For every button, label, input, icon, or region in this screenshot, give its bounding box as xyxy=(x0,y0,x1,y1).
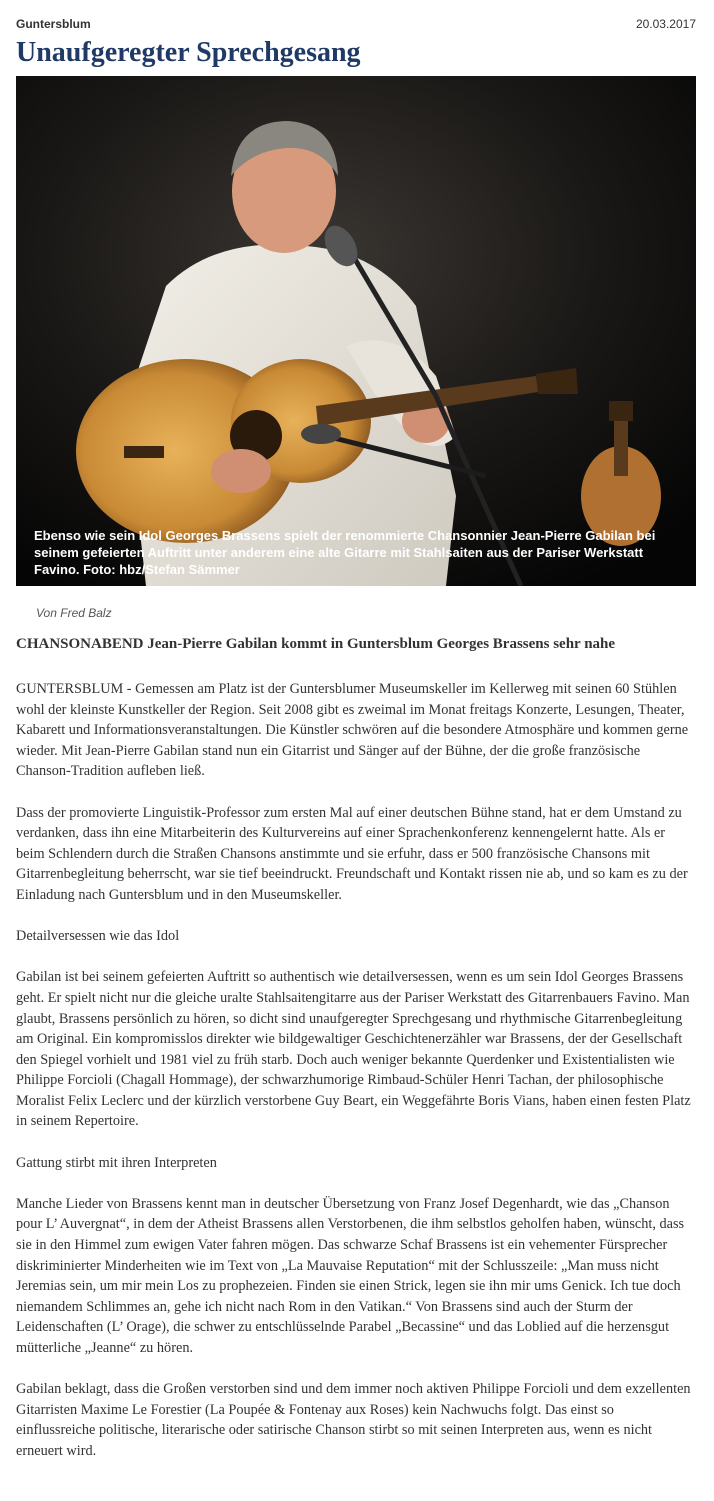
performer-photo-illustration xyxy=(16,76,696,586)
article-body xyxy=(16,679,696,1462)
paragraph: Manche Lieder von Brassens kennt man in deutscher Übersetzung von Franz Josef Degenhardt, wie das „Chanson pour L’ Auvergnat“, in dem der Atheist Brassens allen Verstorbenen, die ihm selbstlos geholfen haben, wünscht, dass sie in den Himmel zum ewigen Vater fahren mögen. Das schwarze Schaf Brassens ist ein vehementer Fürsprecher diskriminierter Minderheiten wie im Text von „La Mauvaise Reputation“ mit der Schlusszeile: „Man muss nicht Jeremias sein, um mir mein Los zu prophezeien. Finden sie einen Strick, legen sie ihn mir ums Genick. Ich tue doch niemandem Schlimmes an, gehe ich nicht nach Rom in den Vatikan.“ Von Brassens sind auch der Sturm der Leidenschaften (L’ Orage), die schwer zu entschlüsselnde Parabel „Becassine“ und das Loblied auf die herzensgut mütterliche „Jeanne“ zu hören. xyxy=(16,1195,685,1356)
paragraph: Gabilan ist bei seinem gefeierten Auftritt so authentisch wie detailversessen, wenn es um sein Idol Georges Brassens geht. Er spielt nicht nur die gleiche uralte Stahlsaitengitarre aus der Pariser Werkstatt des Gitarrenbauers Favino. Man glaubt, Brassens persönlich zu hören, so dicht sind unaufgeregter Sprechgesang und rhythmische Gitarrenbegleitung am Original. Ein kompromisslos direkter wie bildgewaltiger Geschichtenerzähler war Brassens, der der Gesellschaft den Spiegel vorhielt und 1981 viel zu früh starb. Doch auch weniger bekannte Querdenker und Existentialisten wie Philippe Forcioli (Chagall Hommage), der schwarzhumorige Rimbaud-Schüler Henri Tachan, der philosophische Moralist Felix Leclerc und der kürzlich verstorbene Guy Beart, ein Weggefährte Boris Vians, haben einen festen Platz in seinem Repertoire. xyxy=(16,969,691,1130)
paragraph: Gabilan beklagt, dass die Großen verstorben sind und dem immer noch aktiven Philippe Forcioli und dem exzellenten Gitarristen Maxime Le Forestier (La Poupée & Fontenay aux Roses) kein Nachwuchs folgt. Das einst so einflussreiche politische, literarische oder satirische Chanson stirbt so mit seinen Interpreten aus, wenn es nicht erneuert wird. xyxy=(16,1381,691,1459)
subheading: Gattung stirbt mit ihren Interpreten xyxy=(16,1154,217,1171)
paragraph: GUNTERSBLUM - Gemessen am Platz ist der Guntersblumer Museumskeller im Kellerweg mit seinen 60 Stühlen wohl der kleinste Kunstkeller der Region. Seit 2008 gibt es zweimal im Monat freitags Konzerte, Lesungen, Theater, Kabarett und Informationsveranstaltungen. Die Künstler schwören auf die besondere Atmosphäre und kommen gerne wieder. Mit Jean-Pierre Gabilan stand nun ein Gitarrist und Sänger auf der Bühne, der die große französische Chanson-Tradition aufleben ließ. xyxy=(16,681,689,780)
photo-caption: Ebenso wie sein Idol Georges Brassens spielt der renommierte Chansonnier Jean-Pierre Gabilan bei seinem gefeierten Auftritt unter anderem eine alte Gitarre mit Stahlsaiten aus der Pariser Werkstatt Favino. Foto: hbz/Stefan Sämmer xyxy=(34,528,656,577)
article-page xyxy=(16,12,696,1482)
paragraph: Dass der promovierte Linguistik-Professor zum ersten Mal auf einer deutschen Bühne stand, hat er dem Umstand zu verdanken, dass ihn eine Mitarbeiterin des Kulturvereins auf einer Sprachenkonferenz kennengelernt hatte. Als er beim Schlendern durch die Straßen Chansons anstimmte und sie erfuhr, dass er 500 französische Chansons mit Gitarrenbegleitung beherrscht, war sie tief beeindruckt. Freundschaft und Kontakt rissen nie ab, und so kam es zu der Einladung nach Guntersblum und in den Museumskeller. xyxy=(16,804,688,903)
location-label: Guntersblum xyxy=(16,17,91,31)
author-byline: Von Fred Balz xyxy=(36,606,112,620)
publish-date: 20.03.2017 xyxy=(635,17,696,31)
article-photo xyxy=(16,76,696,586)
article-lead: CHANSONABEND Jean-Pierre Gabilan kommt in Guntersblum Georges Brassens sehr nahe xyxy=(16,636,616,652)
article-title: Unaufgeregter Sprechgesang xyxy=(16,37,361,68)
subheading: Detailversessen wie das Idol xyxy=(16,928,180,945)
article-header xyxy=(16,12,696,32)
